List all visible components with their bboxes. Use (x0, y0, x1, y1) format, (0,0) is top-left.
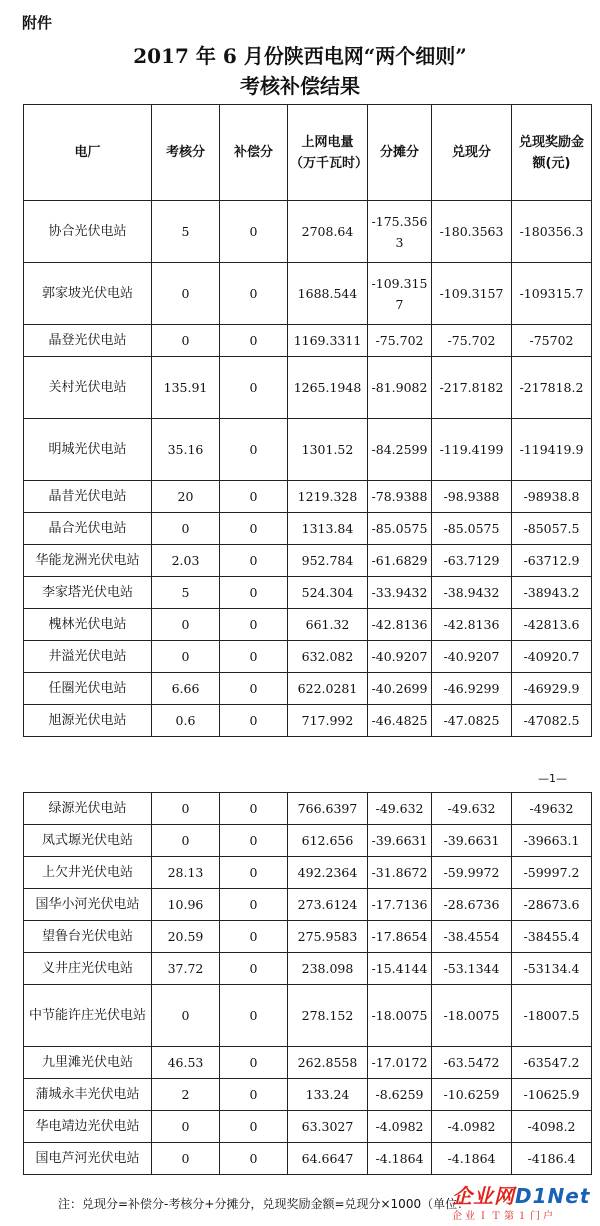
value-cell: 135.91 (152, 357, 220, 419)
value-cell: 766.6397 (288, 793, 368, 825)
value-cell: -38943.2 (512, 577, 592, 609)
plant-name-cell: 国华小河光伏电站 (24, 889, 152, 921)
table-body-page1 (24, 201, 592, 737)
value-cell: -4.1864 (368, 1143, 432, 1175)
value-cell: 0 (152, 1143, 220, 1175)
value-cell: 10.96 (152, 889, 220, 921)
value-cell: -59.9972 (432, 857, 512, 889)
table-row (24, 985, 592, 1047)
header-assessment-score: 考核分 (152, 105, 220, 201)
value-cell: 37.72 (152, 953, 220, 985)
value-cell: 0 (220, 921, 288, 953)
value-cell: 0 (220, 263, 288, 325)
value-cell: -17.7136 (368, 889, 432, 921)
value-cell: 0 (220, 1047, 288, 1079)
table-row (24, 705, 592, 737)
table-row (24, 357, 592, 419)
plant-name-cell: 李家塔光伏电站 (24, 577, 152, 609)
value-cell: -53134.4 (512, 953, 592, 985)
value-cell: 28.13 (152, 857, 220, 889)
value-cell: -46.9299 (432, 673, 512, 705)
watermark-brand-net: D1Net (515, 1184, 591, 1208)
table-row (24, 673, 592, 705)
attachment-label: 附件 (22, 14, 53, 32)
value-cell: -18.0075 (368, 985, 432, 1047)
value-cell: -18007.5 (512, 985, 592, 1047)
value-cell: 0 (220, 325, 288, 357)
value-cell: 0 (220, 889, 288, 921)
value-cell: -33.9432 (368, 577, 432, 609)
value-cell: 2 (152, 1079, 220, 1111)
value-cell: -49.632 (432, 793, 512, 825)
header-grid-energy: 上网电量（万千瓦时） (288, 105, 368, 201)
value-cell: -38455.4 (512, 921, 592, 953)
value-cell: -28673.6 (512, 889, 592, 921)
value-cell: -63.7129 (432, 545, 512, 577)
value-cell: -47082.5 (512, 705, 592, 737)
value-cell: -217818.2 (512, 357, 592, 419)
value-cell: 238.098 (288, 953, 368, 985)
header-allocated-score: 分摊分 (368, 105, 432, 201)
value-cell: -40.9207 (368, 641, 432, 673)
value-cell: -175.3563 (368, 201, 432, 263)
value-cell: 0.6 (152, 705, 220, 737)
plant-name-cell: 望鲁台光伏电站 (24, 921, 152, 953)
value-cell: 0 (220, 357, 288, 419)
plant-name-cell: 旭源光伏电站 (24, 705, 152, 737)
watermark-brand-sub: 企业ＩＴ第１门户 (452, 1211, 556, 1222)
value-cell: 0 (220, 1111, 288, 1143)
value-cell: -42813.6 (512, 609, 592, 641)
plant-name-cell: 晶昔光伏电站 (24, 481, 152, 513)
value-cell: -18.0075 (432, 985, 512, 1047)
value-cell: -4098.2 (512, 1111, 592, 1143)
value-cell: -98938.8 (512, 481, 592, 513)
value-cell: 717.992 (288, 705, 368, 737)
table-row (24, 325, 592, 357)
value-cell: 612.656 (288, 825, 368, 857)
value-cell: -180356.3 (512, 201, 592, 263)
value-cell: -49632 (512, 793, 592, 825)
value-cell: 1313.84 (288, 513, 368, 545)
value-cell: 0 (220, 419, 288, 481)
value-cell: 0 (220, 825, 288, 857)
table-row (24, 263, 592, 325)
value-cell: -78.9388 (368, 481, 432, 513)
plant-name-cell: 晶登光伏电站 (24, 325, 152, 357)
value-cell: 661.32 (288, 609, 368, 641)
value-cell: -63712.9 (512, 545, 592, 577)
value-cell: -46.4825 (368, 705, 432, 737)
table-row (24, 825, 592, 857)
plant-name-cell: 华能龙洲光伏电站 (24, 545, 152, 577)
value-cell: 0 (152, 985, 220, 1047)
value-cell: -39663.1 (512, 825, 592, 857)
value-cell: 20 (152, 481, 220, 513)
value-cell: 2708.64 (288, 201, 368, 263)
value-cell: -17.8654 (368, 921, 432, 953)
value-cell: 0 (152, 325, 220, 357)
plant-name-cell: 凤式塬光伏电站 (24, 825, 152, 857)
assessment-table-page2 (23, 792, 592, 1175)
value-cell: 262.8558 (288, 1047, 368, 1079)
value-cell: -39.6631 (432, 825, 512, 857)
table-row (24, 419, 592, 481)
value-cell: 278.152 (288, 985, 368, 1047)
plant-name-cell: 国电芦河光伏电站 (24, 1143, 152, 1175)
plant-name-cell: 关村光伏电站 (24, 357, 152, 419)
value-cell: 0 (220, 1079, 288, 1111)
page-number: —1— (538, 772, 567, 785)
value-cell: -109.3157 (368, 263, 432, 325)
value-cell: -47.0825 (432, 705, 512, 737)
value-cell: -84.2599 (368, 419, 432, 481)
document-title-line2: 考核补偿结果 (240, 74, 360, 98)
plant-name-cell: 九里滩光伏电站 (24, 1047, 152, 1079)
value-cell: -49.632 (368, 793, 432, 825)
value-cell: 63.3027 (288, 1111, 368, 1143)
value-cell: 952.784 (288, 545, 368, 577)
value-cell: 1219.328 (288, 481, 368, 513)
footnote: 注：兑现分=补偿分-考核分+分摊分，兑现奖励金额=兑现分×1000（单位： (58, 1197, 470, 1211)
table-row (24, 857, 592, 889)
value-cell: -119419.9 (512, 419, 592, 481)
value-cell: 0 (152, 513, 220, 545)
plant-name-cell: 槐林光伏电站 (24, 609, 152, 641)
plant-name-cell: 协合光伏电站 (24, 201, 152, 263)
plant-name-cell: 义井庄光伏电站 (24, 953, 152, 985)
value-cell: -4.0982 (432, 1111, 512, 1143)
value-cell: -40.9207 (432, 641, 512, 673)
value-cell: 275.9583 (288, 921, 368, 953)
table-row (24, 1079, 592, 1111)
table-row (24, 793, 592, 825)
value-cell: -75.702 (368, 325, 432, 357)
value-cell: 0 (220, 481, 288, 513)
table-row (24, 1143, 592, 1175)
value-cell: 1301.52 (288, 419, 368, 481)
value-cell: -31.8672 (368, 857, 432, 889)
value-cell: 0 (152, 825, 220, 857)
plant-name-cell: 井溢光伏电站 (24, 641, 152, 673)
value-cell: 0 (152, 793, 220, 825)
value-cell: 0 (152, 641, 220, 673)
value-cell: 0 (220, 1143, 288, 1175)
table-row (24, 641, 592, 673)
value-cell: 622.0281 (288, 673, 368, 705)
plant-name-cell: 上欠井光伏电站 (24, 857, 152, 889)
table-body-page2 (24, 793, 592, 1175)
value-cell: -59997.2 (512, 857, 592, 889)
value-cell: -38.4554 (432, 921, 512, 953)
value-cell: -85.0575 (432, 513, 512, 545)
table-row (24, 577, 592, 609)
document-title-line1: 2017 年 6 月份陕西电网“两个细则” (133, 44, 467, 68)
value-cell: 632.082 (288, 641, 368, 673)
value-cell: 1169.3311 (288, 325, 368, 357)
plant-name-cell: 中节能许庄光伏电站 (24, 985, 152, 1047)
value-cell: -75.702 (432, 325, 512, 357)
value-cell: -10625.9 (512, 1079, 592, 1111)
plant-name-cell: 郭家坡光伏电站 (24, 263, 152, 325)
value-cell: -39.6631 (368, 825, 432, 857)
value-cell: -42.8136 (368, 609, 432, 641)
value-cell: -75702 (512, 325, 592, 357)
value-cell: 524.304 (288, 577, 368, 609)
value-cell: -40.2699 (368, 673, 432, 705)
value-cell: -4.0982 (368, 1111, 432, 1143)
value-cell: -81.9082 (368, 357, 432, 419)
value-cell: 0 (152, 609, 220, 641)
table-row (24, 545, 592, 577)
value-cell: 0 (220, 513, 288, 545)
value-cell: 0 (220, 953, 288, 985)
table-row (24, 609, 592, 641)
value-cell: 0 (220, 705, 288, 737)
value-cell: 0 (220, 609, 288, 641)
value-cell: -217.8182 (432, 357, 512, 419)
value-cell: -17.0172 (368, 1047, 432, 1079)
value-cell: -109.3157 (432, 263, 512, 325)
value-cell: -46929.9 (512, 673, 592, 705)
header-reward-amount: 兑现奖励金额(元) (512, 105, 592, 201)
plant-name-cell: 明城光伏电站 (24, 419, 152, 481)
value-cell: 0 (220, 201, 288, 263)
value-cell: 492.2364 (288, 857, 368, 889)
assessment-table-page1 (23, 104, 592, 737)
value-cell: 5 (152, 577, 220, 609)
table-row (24, 201, 592, 263)
table-row (24, 513, 592, 545)
value-cell: -42.8136 (432, 609, 512, 641)
value-cell: 46.53 (152, 1047, 220, 1079)
value-cell: -38.9432 (432, 577, 512, 609)
plant-name-cell: 绿源光伏电站 (24, 793, 152, 825)
value-cell: -28.6736 (432, 889, 512, 921)
value-cell: -4.1864 (432, 1143, 512, 1175)
value-cell: -63.5472 (432, 1047, 512, 1079)
value-cell: 0 (220, 641, 288, 673)
value-cell: 6.66 (152, 673, 220, 705)
value-cell: 133.24 (288, 1079, 368, 1111)
value-cell: 0 (220, 545, 288, 577)
value-cell: 1688.544 (288, 263, 368, 325)
value-cell: 0 (220, 673, 288, 705)
value-cell: 273.6124 (288, 889, 368, 921)
value-cell: 2.03 (152, 545, 220, 577)
plant-name-cell: 蒲城永丰光伏电站 (24, 1079, 152, 1111)
table-row (24, 481, 592, 513)
value-cell: -53.1344 (432, 953, 512, 985)
table-row (24, 889, 592, 921)
table-row (24, 953, 592, 985)
header-compensation-score: 补偿分 (220, 105, 288, 201)
value-cell: -63547.2 (512, 1047, 592, 1079)
value-cell: -15.4144 (368, 953, 432, 985)
value-cell: 20.59 (152, 921, 220, 953)
value-cell: -4186.4 (512, 1143, 592, 1175)
value-cell: -8.6259 (368, 1079, 432, 1111)
value-cell: 0 (220, 857, 288, 889)
value-cell: -61.6829 (368, 545, 432, 577)
value-cell: -10.6259 (432, 1079, 512, 1111)
value-cell: -109315.7 (512, 263, 592, 325)
value-cell: -119.4199 (432, 419, 512, 481)
plant-name-cell: 任圈光伏电站 (24, 673, 152, 705)
value-cell: 35.16 (152, 419, 220, 481)
d1net-watermark-logo (452, 1180, 596, 1224)
value-cell: 0 (152, 1111, 220, 1143)
plant-name-cell: 华电靖边光伏电站 (24, 1111, 152, 1143)
value-cell: 1265.1948 (288, 357, 368, 419)
value-cell: 0 (220, 985, 288, 1047)
value-cell: 0 (220, 577, 288, 609)
value-cell: 0 (220, 793, 288, 825)
value-cell: 0 (152, 263, 220, 325)
value-cell: -180.3563 (432, 201, 512, 263)
table-row (24, 1047, 592, 1079)
value-cell: -85.0575 (368, 513, 432, 545)
watermark-brand-main: 企业网 (452, 1184, 515, 1208)
value-cell: -98.9388 (432, 481, 512, 513)
header-settled-score: 兑现分 (432, 105, 512, 201)
header-plant: 电厂 (24, 105, 152, 201)
value-cell: 5 (152, 201, 220, 263)
plant-name-cell: 晶合光伏电站 (24, 513, 152, 545)
value-cell: 64.6647 (288, 1143, 368, 1175)
table-row (24, 921, 592, 953)
value-cell: -40920.7 (512, 641, 592, 673)
value-cell: -85057.5 (512, 513, 592, 545)
table-row (24, 1111, 592, 1143)
